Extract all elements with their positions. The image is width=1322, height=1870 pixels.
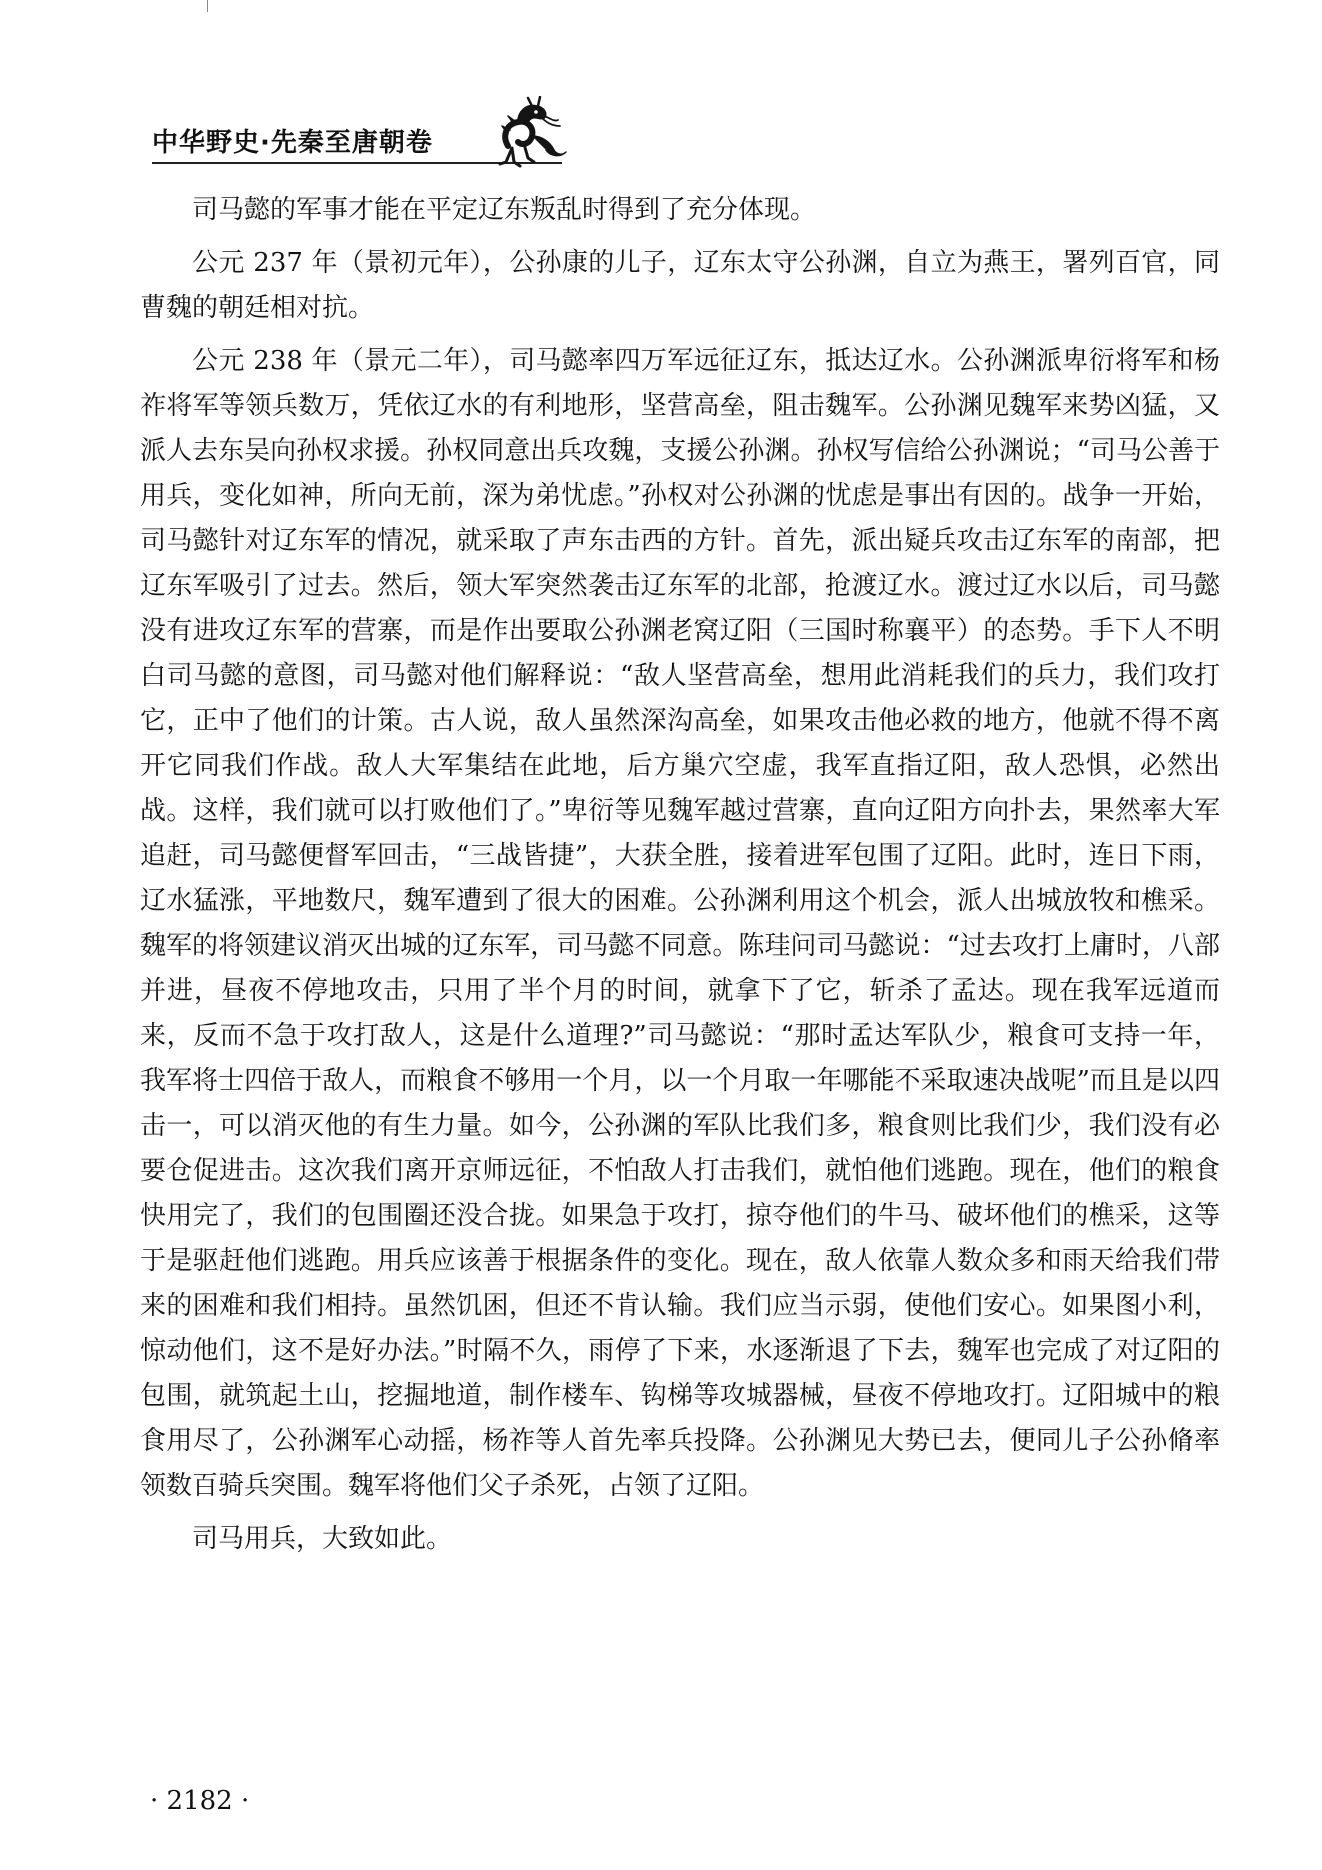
paragraph: 司马懿的军事才能在平定辽东叛乱时得到了充分体现。 — [192, 195, 817, 225]
scan-mark — [207, 0, 208, 12]
running-header-title: 中华野史·先秦至唐朝卷 — [152, 128, 433, 158]
dragon-icon — [488, 96, 568, 168]
body-text — [140, 188, 1220, 1570]
page-number: · 2182 · — [150, 1786, 250, 1816]
paragraph: 司马用兵，大致如此。 — [192, 1524, 453, 1554]
paragraph: 公元 238 年（景元二年），司马懿率四万军远征辽东，抵达辽水。公孙渊派卑衍将军和杨祚将军等领兵数万，凭依辽水的有利地形，坚营高垒，阻击魏军。公孙渊见魏军来势凶猛，又派人去东吴向孙权求援。孙权同意出兵攻魏，支援公孙渊。孙权写信给公孙渊说；“司马公善于用兵，变化如神，所向无前，深为弟忧虑。”孙权对公孙渊的忧虑是事出有因的。战争一开始，司马懿针对辽东军的情况，就采取了声东击西的方针。首先，派出疑兵攻击辽东军的南部，把辽东军吸引了过去。然后，领大军突然袭击辽东军的北部，抢渡辽水。渡过辽水以后，司马懿没有进攻辽东军的营寨，而是作出要取公孙渊老窝辽阳（三国时称襄平）的态势。手下人不明白司马懿的意图，司马懿对他们解释说：“敌人坚营高垒，想用此消耗我们的兵力，我们攻打它，正中了他们的计策。古人说，敌人虽然深沟高垒，如果攻击他必救的地方，他就不得不离开它同我们作战。敌人大军集结在此地，后方巢穴空虚，我军直指辽阳，敌人恐惧，必然出战。这样，我们就可以打败他们了。”卑衍等见魏军越过营寨，直向辽阳方向扑去，果然率大军追赶，司马懿便督军回击，“三战皆捷”，大获全胜，接着进军包围了辽阳。此时，连日下雨，辽水猛涨，平地数尺，魏军遭到了很大的困难。公孙渊利用这个机会，派人出城放牧和樵采。魏军的将领建议消灭出城的辽东军，司马懿不同意。陈珪问司马懿说：“过去攻打上庸时，八部并进，昼夜不停地攻击，只用了半个月的时间，就拿下了它，斩杀了孟达。现在我军远道而来，反而不急于攻打敌人，这是什么道理?”司马懿说：“那时孟达军队少，粮食可支持一年，我军将士四倍于敌人，而粮食不够用一个月，以一个月取一年哪能不采取速决战呢”而且是以四击一，可以消灭他的有生力量。如今，公孙渊的军队比我们多，粮食则比我们少，我们没有必要仓促进击。这次我们离开京师远征，不怕敌人打击我们，就怕他们逃跑。现在，他们的粮食快用完了，我们的包围圈还没合拢。如果急于攻打，掠夺他们的牛马、破坏他们的樵采，这等于是驱赶他们逃跑。用兵应该善于根据条件的变化。现在，敌人依靠人数众多和雨天给我们带来的困难和我们相持。虽然饥困，但还不肯认输。我们应当示弱，使他们安心。如果图小利，惊动他们，这不是好办法。”时隔不久，雨停了下来，水逐渐退了下去，魏军也完成了对辽阳的包围，就筑起土山，挖掘地道，制作楼车、钩梯等攻城器械，昼夜不停地攻打。辽阳城中的粮食用尽了，公孙渊军心动摇，杨祚等人首先率兵投降。公孙渊见大势已去，便同儿子公孙脩率领数百骑兵突围。魏军将他们父子杀死，占领了辽阳。 — [140, 346, 1220, 1501]
paragraph: 公元 237 年（景初元年），公孙康的儿子，辽东太守公孙渊，自立为燕王，署列百官，同曹魏的朝廷相对抗。 — [140, 248, 1220, 323]
